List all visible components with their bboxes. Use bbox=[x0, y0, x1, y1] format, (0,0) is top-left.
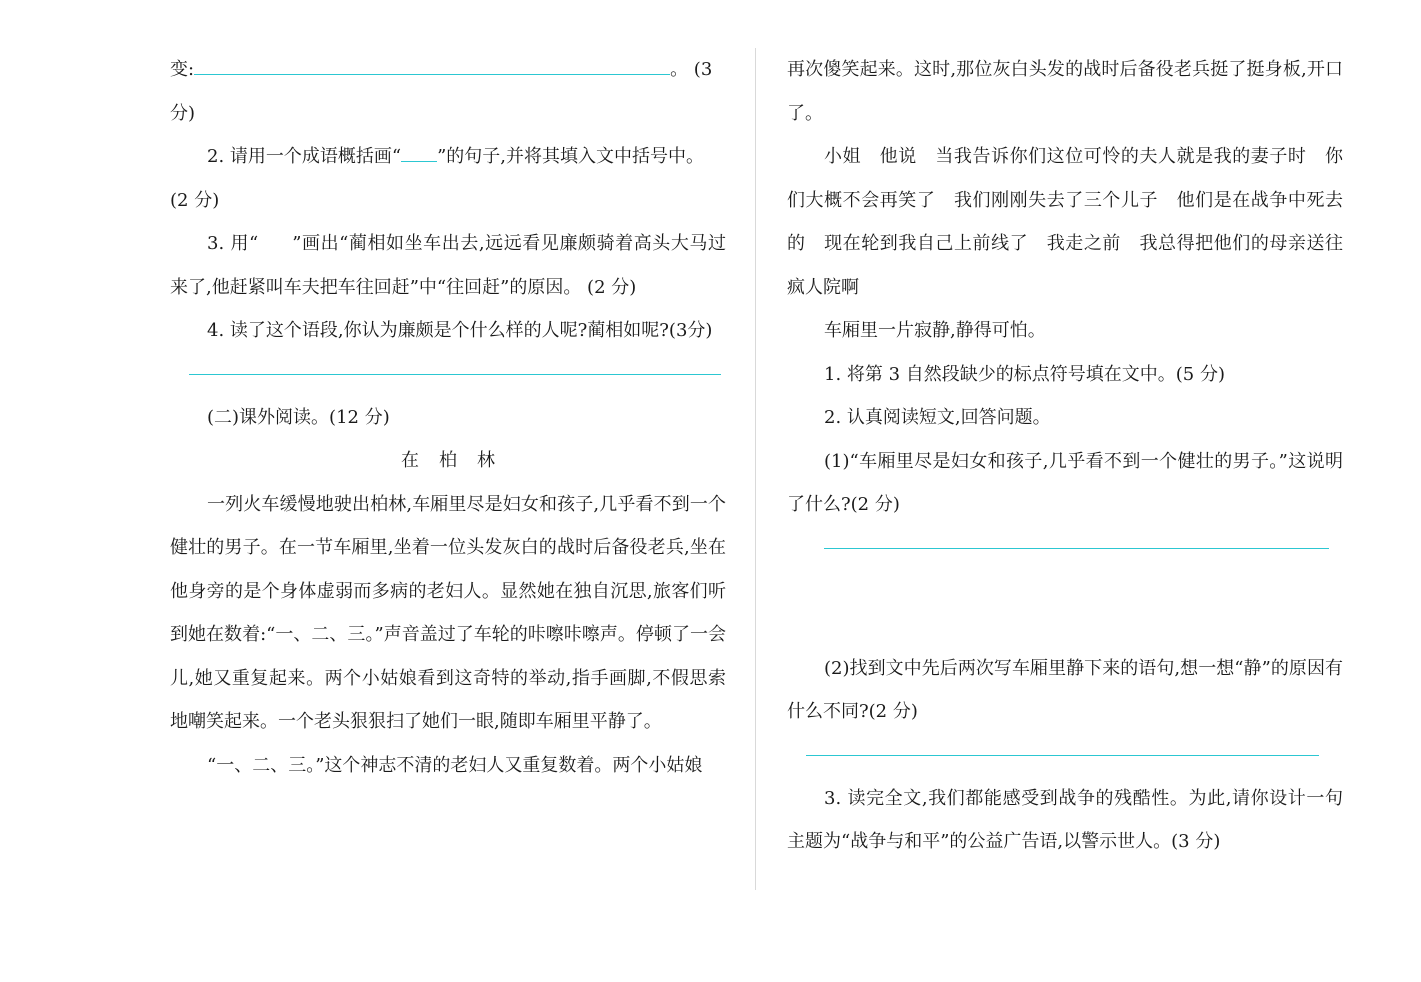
text: 。 (3 bbox=[670, 59, 713, 80]
wavy-underline-mark bbox=[258, 231, 292, 249]
right-column bbox=[787, 48, 1343, 864]
section-heading: (二)课外阅读。(12 分) bbox=[207, 406, 390, 428]
underline-mark bbox=[401, 143, 437, 162]
phrase: 他们是在战争中死去的 bbox=[787, 189, 1344, 254]
question-4: 4. 读了这个语段,你认为廉颇是个什么样的人呢?蔺相如呢?(3分) bbox=[207, 320, 713, 341]
text: 3. 用“ bbox=[207, 233, 259, 254]
spacer bbox=[787, 610, 1343, 647]
question-3 bbox=[170, 222, 726, 309]
passage-paragraph-4: 车厢里一片寂静,静得可怕。 bbox=[824, 320, 1046, 341]
passage-paragraph-2: “一、二、三。”这个神志不清的老妇人又重复数着。两个小姑娘 bbox=[207, 754, 703, 776]
answer-line[interactable] bbox=[189, 374, 721, 375]
question-r2: 2. 认真阅读短文,回答问题。 bbox=[824, 407, 1051, 428]
passage-paragraph-2-cont: 再次傻笑起来。这时,那位灰白头发的战时后备役老兵挺了挺身板,开口了。 bbox=[787, 59, 1343, 124]
answer-line[interactable] bbox=[806, 755, 1319, 756]
text: ”画出“蔺相如坐车出去,远远看见廉颇骑着高头大马过来了,他赶紧叫车夫把车往回赶”中“往回赶”的原因。 (2 分) bbox=[170, 233, 726, 298]
phrase: 他说 bbox=[879, 146, 917, 167]
text: 变: bbox=[170, 59, 195, 80]
phrase: 我们刚刚失去了三个儿子 bbox=[953, 189, 1159, 211]
phrase: 当我告诉你们这位可怜的夫人就是我的妻子时 bbox=[934, 146, 1307, 167]
question-1-tail bbox=[170, 48, 726, 92]
question-r3: 3. 读完全文,我们都能感受到战争的残酷性。为此,请你设计一句主题为“战争与和平”的公益广告语,以警示世人。(3 分) bbox=[787, 787, 1343, 852]
answer-blank[interactable] bbox=[194, 56, 670, 75]
answer-line[interactable] bbox=[824, 548, 1329, 549]
spacer bbox=[787, 570, 1343, 610]
phrase: 我走之前 bbox=[1046, 233, 1121, 254]
score-text: 分) bbox=[170, 102, 196, 124]
score-text: (2 分) bbox=[170, 189, 220, 211]
question-r2-1: (1)“车厢里尽是妇女和孩子,几乎看不到一个健壮的男子。”这说明了什么?(2 分) bbox=[787, 450, 1343, 515]
phrase: 你们大概不会再笑了 bbox=[787, 146, 1344, 211]
text: 2. 请用一个成语概括画“ bbox=[207, 146, 402, 167]
passage-paragraph-1: 一列火车缓慢地驶出柏林,车厢里尽是妇女和孩子,几乎看不到一个健壮的男子。在一节车厢里,坐着一位头发灰白的战时后备役老兵,坐在他身旁的是个身体虚弱而多病的老妇人。显然她在独自沉思,旅客们听到她在数着:“一、二、三。”声音盖过了车轮的咔嚓咔嚓声。停顿了一会儿,她又重复起来。两个小姑娘看到这奇特的举动,指手画脚,不假思索地嘲笑起来。一个老头狠狠扫了她们一眼,随即车厢里平静了。 bbox=[170, 493, 726, 732]
question-r1: 1. 将第 3 自然段缺少的标点符号填在文中。(5 分) bbox=[824, 363, 1226, 385]
question-r2-2: (2)找到文中先后两次写车厢里静下来的语句,想一想“静”的原因有什么不同?(2 分) bbox=[787, 657, 1343, 722]
phrase: 小姐 bbox=[824, 146, 862, 167]
phrase: 我总得把他们的母亲送往疯人院啊 bbox=[787, 233, 1344, 298]
passage-paragraph-3 bbox=[787, 135, 1343, 309]
phrase: 现在轮到我自己上前线了 bbox=[823, 233, 1029, 254]
left-column bbox=[170, 48, 726, 787]
passage-title: 在柏林 bbox=[401, 450, 515, 471]
text: ”的句子,并将其填入文中括号中。 bbox=[437, 146, 705, 167]
question-2 bbox=[170, 135, 726, 179]
column-divider bbox=[755, 48, 756, 890]
